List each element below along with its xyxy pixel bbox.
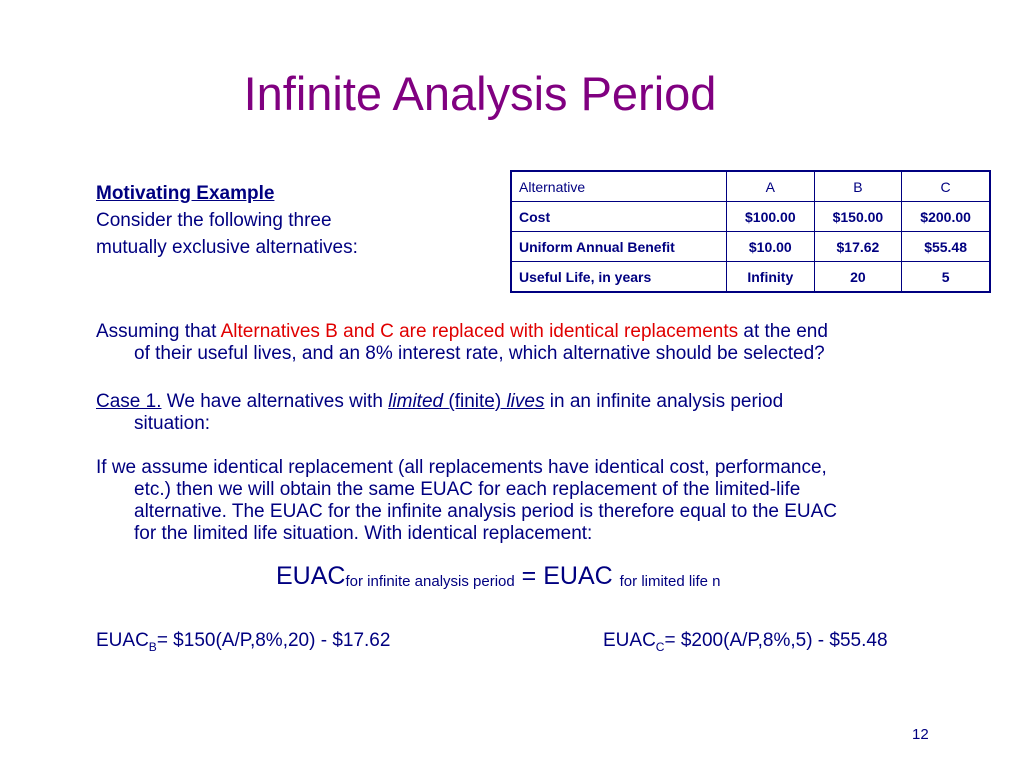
table-cell: 5 xyxy=(902,262,990,293)
para2-line-2: situation: xyxy=(134,413,211,434)
lives-word: lives xyxy=(506,391,545,412)
euac-b-equation xyxy=(96,628,390,660)
table-cell: $200.00 xyxy=(902,202,990,232)
table-cell: Infinity xyxy=(727,262,815,293)
euac-c-main: EUAC xyxy=(603,630,656,651)
table-row xyxy=(511,171,990,202)
table-cell: $10.00 xyxy=(727,232,815,262)
replacement-highlight: Alternatives B and C are replaced with identical replacements xyxy=(220,321,739,342)
motivating-line-2: mutually exclusive alternatives: xyxy=(96,237,358,258)
table-cell: A xyxy=(727,171,815,202)
case-1-paragraph xyxy=(96,391,996,435)
table-row xyxy=(511,232,990,262)
motivating-heading: Motivating Example xyxy=(96,183,275,204)
table-row xyxy=(511,262,990,293)
formula-equals: = EUAC xyxy=(514,562,620,590)
formula-rhs-subscript: for limited life n xyxy=(619,573,721,590)
case-label: Case 1. xyxy=(96,391,162,412)
table-cell: B xyxy=(814,171,902,202)
euac-c-sub: C xyxy=(655,639,665,654)
para2-text-1: We have alternatives with xyxy=(161,391,389,412)
formula-lhs: EUAC xyxy=(276,562,346,590)
euac-c-equation xyxy=(603,628,888,660)
table-cell: Alternative xyxy=(511,171,727,202)
euac-b-sub: B xyxy=(148,639,157,654)
para3-line-4: for the limited life situation. With identical replacement: xyxy=(134,523,593,544)
table-cell: $100.00 xyxy=(727,202,815,232)
para3-line-1: If we assume identical replacement (all replacements have identical cost, performance, xyxy=(96,457,827,478)
euac-b-rest: = $150(A/P,8%,20) - $17.62 xyxy=(156,630,391,651)
table-row xyxy=(511,202,990,232)
table-cell: $150.00 xyxy=(814,202,902,232)
identical-replacement-paragraph xyxy=(96,457,996,545)
table-cell: $17.62 xyxy=(814,232,902,262)
para3-line-2: etc.) then we will obtain the same EUAC for each replacement of the limited-life xyxy=(134,479,801,500)
table-cell: 20 xyxy=(814,262,902,293)
para3-line-3: alternative. The EUAC for the infinite analysis period is therefore equal to the EUAC xyxy=(134,501,838,522)
euac-c-rest: = $200(A/P,8%,5) - $55.48 xyxy=(664,630,888,651)
para1-rest: at the end xyxy=(738,321,828,342)
limited-word: limited xyxy=(388,391,449,412)
slide-title: Infinite Analysis Period xyxy=(243,67,717,120)
euac-b-main: EUAC xyxy=(96,630,149,651)
table-cell: Useful Life, in years xyxy=(511,262,727,293)
formula-lhs-subscript: for infinite analysis period xyxy=(345,573,515,590)
para1-line-2: of their useful lives, and an 8% interest rate, which alternative should be selected? xyxy=(134,343,825,364)
euac-formula xyxy=(276,560,721,598)
para2-text-2: in an infinite analysis period xyxy=(544,391,784,412)
table-cell: C xyxy=(902,171,990,202)
para1-prefix: Assuming that xyxy=(96,321,221,342)
assumption-paragraph xyxy=(96,321,996,365)
motivating-example xyxy=(96,180,358,261)
finite-word: (finite) xyxy=(448,391,507,412)
table-cell: Uniform Annual Benefit xyxy=(511,232,727,262)
table-cell: Cost xyxy=(511,202,727,232)
table-cell: $55.48 xyxy=(902,232,990,262)
page-number: 12 xyxy=(912,726,929,743)
motivating-line-1: Consider the following three xyxy=(96,210,332,231)
alternatives-table xyxy=(510,170,991,293)
